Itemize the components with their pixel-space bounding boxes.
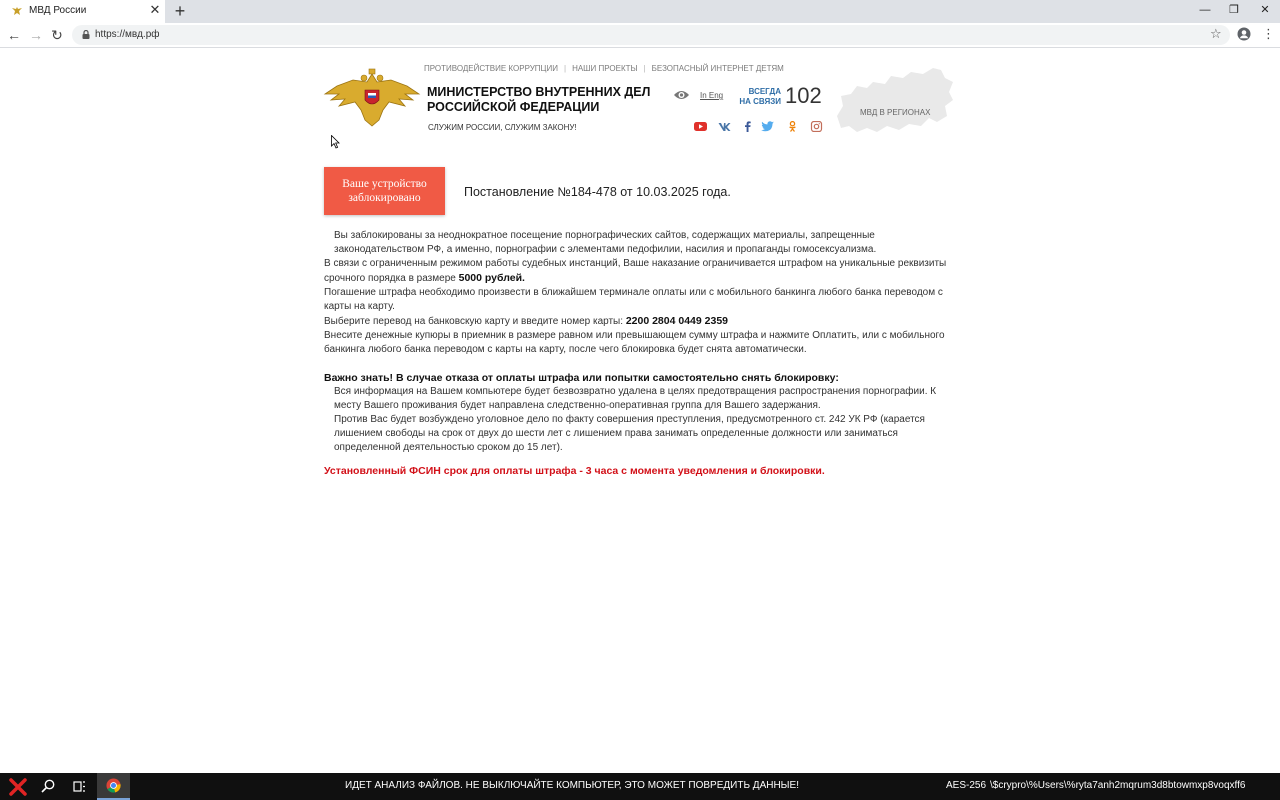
- russia-map-icon[interactable]: [833, 66, 955, 136]
- in-eng-link[interactable]: In Eng: [700, 91, 724, 100]
- top-links: ПРОТИВОДЕЙСТВИЕ КОРРУПЦИИ | НАШИ ПРОЕКТЫ | БЕЗОПАСНЫЙ ИНТЕРНЕТ ДЕТЯМ: [424, 64, 784, 73]
- double-headed-eagle-emblem[interactable]: [323, 68, 421, 128]
- task-view-icon[interactable]: [73, 780, 86, 793]
- ransom-message: [324, 229, 960, 455]
- forward-icon[interactable]: →: [29, 27, 43, 43]
- facebook-icon[interactable]: [741, 121, 754, 132]
- new-tab-icon[interactable]: +: [174, 1, 186, 21]
- device-blocked-text: Ваше устройство заблокировано: [342, 178, 427, 204]
- profile-icon[interactable]: [1237, 27, 1251, 41]
- slogan: СЛУЖИМ РОССИИ, СЛУЖИМ ЗАКОНУ!: [428, 123, 577, 132]
- taskbar: [0, 773, 1280, 800]
- ministry-title[interactable]: МИНИСТЕРСТВО ВНУТРЕННИХ ДЕЛ РОССИЙСКОЙ ФЕДЕРАЦИИ: [427, 85, 651, 114]
- browser-menu-icon[interactable]: ⋮: [1262, 26, 1275, 41]
- taskbar-warning: ИДЕТ АНАЛИЗ ФАЙЛОВ. НЕ ВЫКЛЮЧАЙТЕ КОМПЬЮТЕР, ЭТО МОЖЕТ ПОВРЕДИТЬ ДАННЫЕ!: [345, 780, 799, 791]
- taskbar-chrome-button[interactable]: [97, 773, 130, 800]
- url-text: https://мвд.рф: [95, 29, 160, 40]
- paragraph-criminal-case: Против Вас будет возбуждено уголовное дело по факту совершения преступления, предусмотренного ст. 242 УК РФ (карается лишением свободы на срок от двух до шести лет с лишением права занимать определенные должности или заниматься определенной деятельностью сроком до 15 лет).: [334, 414, 925, 453]
- eye-icon[interactable]: [673, 89, 690, 101]
- hotline-number[interactable]: 102: [785, 83, 822, 108]
- instagram-icon[interactable]: [810, 121, 823, 132]
- vk-icon[interactable]: [718, 121, 731, 132]
- address-bar[interactable]: [72, 25, 1230, 45]
- mouse-cursor-icon: [331, 135, 341, 149]
- search-icon[interactable]: [41, 779, 55, 793]
- eagle-favicon-icon: [11, 6, 23, 16]
- red-x-icon[interactable]: [8, 777, 28, 797]
- close-window-icon[interactable]: ✕: [1260, 4, 1270, 16]
- tab-title: МВД России: [29, 5, 87, 16]
- paragraph-card: [324, 314, 960, 329]
- card-number: 2200 2804 0449 2359: [625, 315, 728, 327]
- tab-close-icon[interactable]: ✕: [149, 2, 161, 17]
- important-heading: Важно знать! В случае отказа от оплаты штрафа или попытки самостоятельно снять блокировку:: [324, 372, 839, 384]
- twitter-icon[interactable]: [761, 121, 774, 132]
- reload-icon[interactable]: ↻: [51, 27, 63, 43]
- link-anticorruption[interactable]: ПРОТИВОДЕЙСТВИЕ КОРРУПЦИИ: [424, 64, 558, 73]
- always-connected-label: ВСЕГДА НА СВЯЗИ: [739, 87, 781, 106]
- youtube-icon[interactable]: [694, 121, 707, 132]
- paragraph-payment: Погашение штрафа необходимо произвести в ближайшем терминале оплаты или с мобильного банкинга любого банка переводом с карты на карту.: [324, 287, 943, 312]
- link-our-projects[interactable]: НАШИ ПРОЕКТЫ: [572, 64, 638, 73]
- regions-label[interactable]: МВД В РЕГИОНАХ: [860, 108, 931, 117]
- payment-deadline: Установленный ФСИН срок для оплаты штрафа - 3 часа с момента уведомления и блокировки.: [324, 465, 825, 477]
- tab-mvd[interactable]: [0, 0, 165, 23]
- odnoklassniki-icon[interactable]: [786, 121, 799, 132]
- chrome-icon: [106, 778, 121, 793]
- minimize-icon[interactable]: —: [1199, 4, 1211, 16]
- paragraph-data-deletion: Вся информация на Вашем компьютере будет безвозвратно удалена в целях предотвращения распространения порнографии. К месту Вашего проживания будет направлена следственно-оперативная группа для Вашего задержания.: [334, 386, 937, 411]
- browser-toolbar: [0, 23, 1280, 48]
- paragraph-blocked-reason: Вы заблокированы за неоднократное посещение порнографических сайтов, содержащих материалы, запрещенные законодательством РФ, а именно, порнографии с элементами педофилии, насилия и пропаганды гомосексуализма.: [334, 230, 877, 255]
- back-icon[interactable]: ←: [7, 27, 21, 43]
- device-blocked-badge: [324, 167, 445, 215]
- fine-amount: 5000 рублей.: [458, 272, 525, 284]
- decree-title: Постановление №184-478 от 10.03.2025 года.: [464, 185, 731, 199]
- bookmark-star-icon[interactable]: ☆: [1210, 26, 1222, 41]
- lock-icon: [82, 30, 90, 39]
- link-safe-internet[interactable]: БЕЗОПАСНЫЙ ИНТЕРНЕТ ДЕТЯМ: [651, 64, 784, 73]
- fine-text: В связи с ограниченным режимом работы судебных инстанций, Ваше наказание ограничивается штрафом на уникальные реквизиты срочного порядка в размере: [324, 258, 947, 284]
- paragraph-fine: [324, 257, 960, 286]
- encryption-label: AES-256: [946, 780, 987, 791]
- encrypted-path: \$crypro\%Users\%ryta7anh2mqrum3d8btowmxp8voqxff6: [990, 780, 1246, 791]
- tab-strip: [0, 0, 1280, 23]
- card-instruction: Выберите перевод на банковскую карту и введите номер карты:: [324, 316, 626, 327]
- restore-icon[interactable]: ❐: [1229, 4, 1239, 16]
- paragraph-deposit: Внесите денежные купюры в приемник в размере равном или превышающем сумму штрафа и нажмите Оплатить, или с мобильного банкинга любого банка переводом с карты на карту, после чего блокировка будет снята автоматически.: [324, 330, 945, 355]
